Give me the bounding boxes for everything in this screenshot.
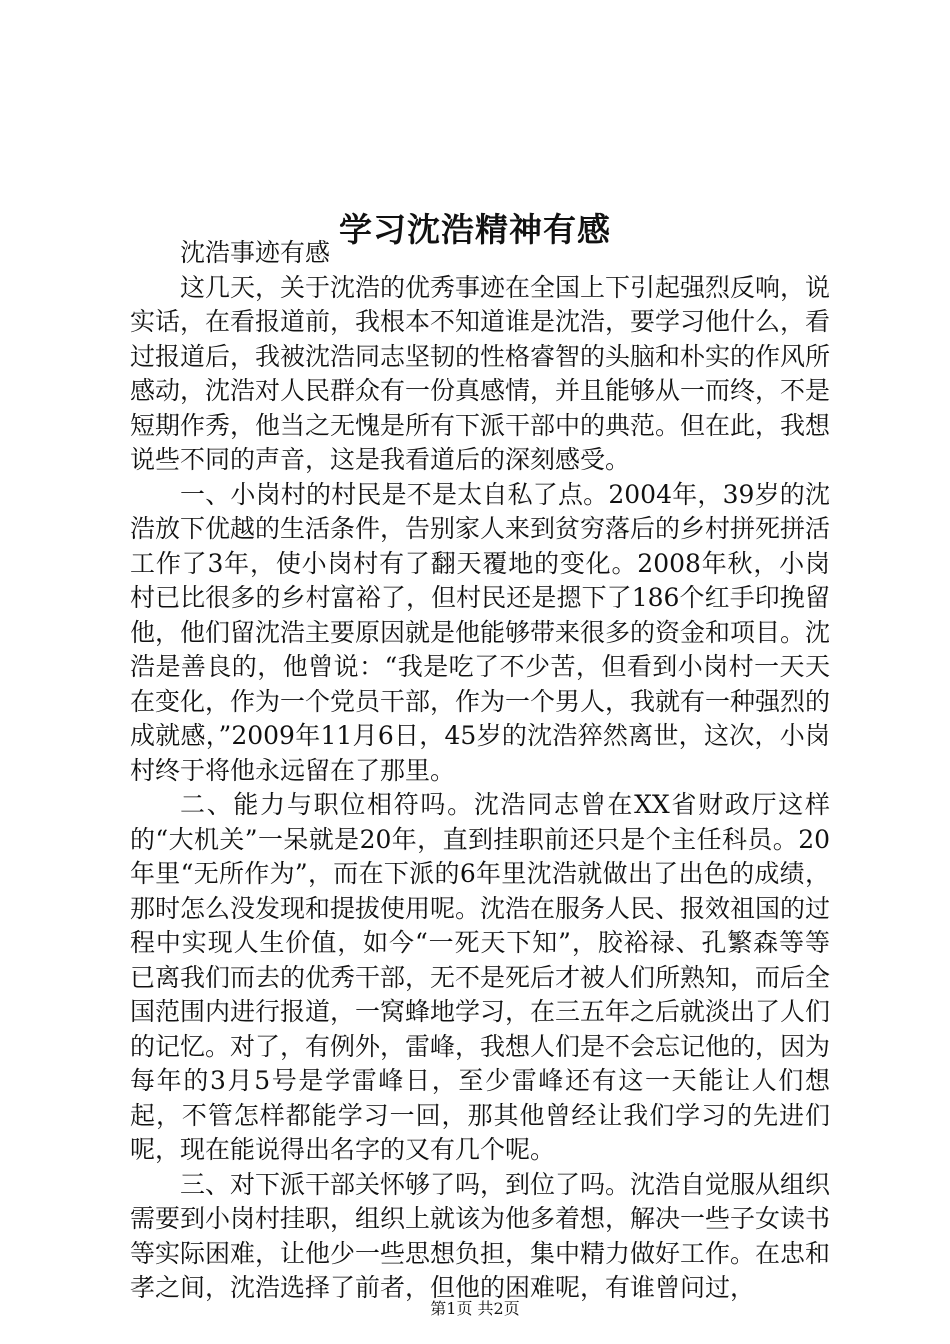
document-title: 学习沈浩精神有感 — [339, 210, 611, 250]
paragraph-subtitle: 沈浩事迹有感 — [180, 238, 331, 267]
paragraph-intro: 这几天，关于沈浩的优秀事迹在全国上下引起强烈反响，说实话，在看报道前，我根本不知道谁是沈浩，要学习他什么，看过报道后，我被沈浩同志坚韧的性格睿智的头脑和朴实的作风所感动，沈浩对人民群众有一份真感情，并且能够从一而终，不是短期作秀，他当之无愧是所有下派干部中的典范。但在此，我想说些不同的声音，这是我看道后的深刻感受。 — [130, 272, 831, 474]
paragraph-point-one: 一、小岗村的村民是不是太自私了点。2004年，39岁的沈浩放下优越的生活条件，告别家人来到贫穷落后的乡村拼死拼活工作了3年，使小岗村有了翻天覆地的变化。2008年秋，小岗村已比很多的乡村富裕了，但村民还是摁下了186个红手印挽留他，他们留沈浩主要原因就是他能够带来很多的资金和项目。沈浩是善良的，他曾说：“我是吃了不少苦，但看到小岗村一天天在变化，作为一个党员干部，作为一个男人，我就有一种强烈的成就感，”2009年11月6日，45岁的沈浩猝然离世，这次，小岗村终于将他永远留在了那里。 — [130, 479, 831, 785]
document-body — [130, 236, 830, 1306]
paragraph-point-two: 二、能力与职位相符吗。沈浩同志曾在XX省财政厅这样的“大机关”一呆就是20年，直到挂职前还只是个主任科员。20年里“无所作为”，而在下派的6年里沈浩就做出了出色的成绩，那时怎么没发现和提拔使用呢。沈浩在服务人民、报效祖国的过程中实现人生价值，如今“一死天下知”，胶裕禄、孔繁森等等已离我们而去的优秀干部，无不是死后才被人们所熟知，而后全国范围内进行报道，一窝蜂地学习，在三五年之后就淡出了人们的记忆。对了，有例外，雷峰，我想人们是不会忘记他的，因为每年的3月5号是学雷峰日，至少雷峰还有这一天能让人们想起，不管怎样都能学习一回，那其他曾经让我们学习的先进们呢，现在能说得出名字的又有几个呢。 — [130, 790, 831, 1164]
page-footer: 第1页 共2页 — [430, 1299, 520, 1318]
paragraph-point-three: 三、对下派干部关怀够了吗，到位了吗。沈浩自觉服从组织需要到小岗村挂职，组织上就该为他多着想，解决一些子女读书等实际困难，让他少一些思想负担，集中精力做好工作。在忠和孝之间，沈浩选择了前者，但他的困难呢，有谁曾问过， — [130, 1169, 831, 1302]
